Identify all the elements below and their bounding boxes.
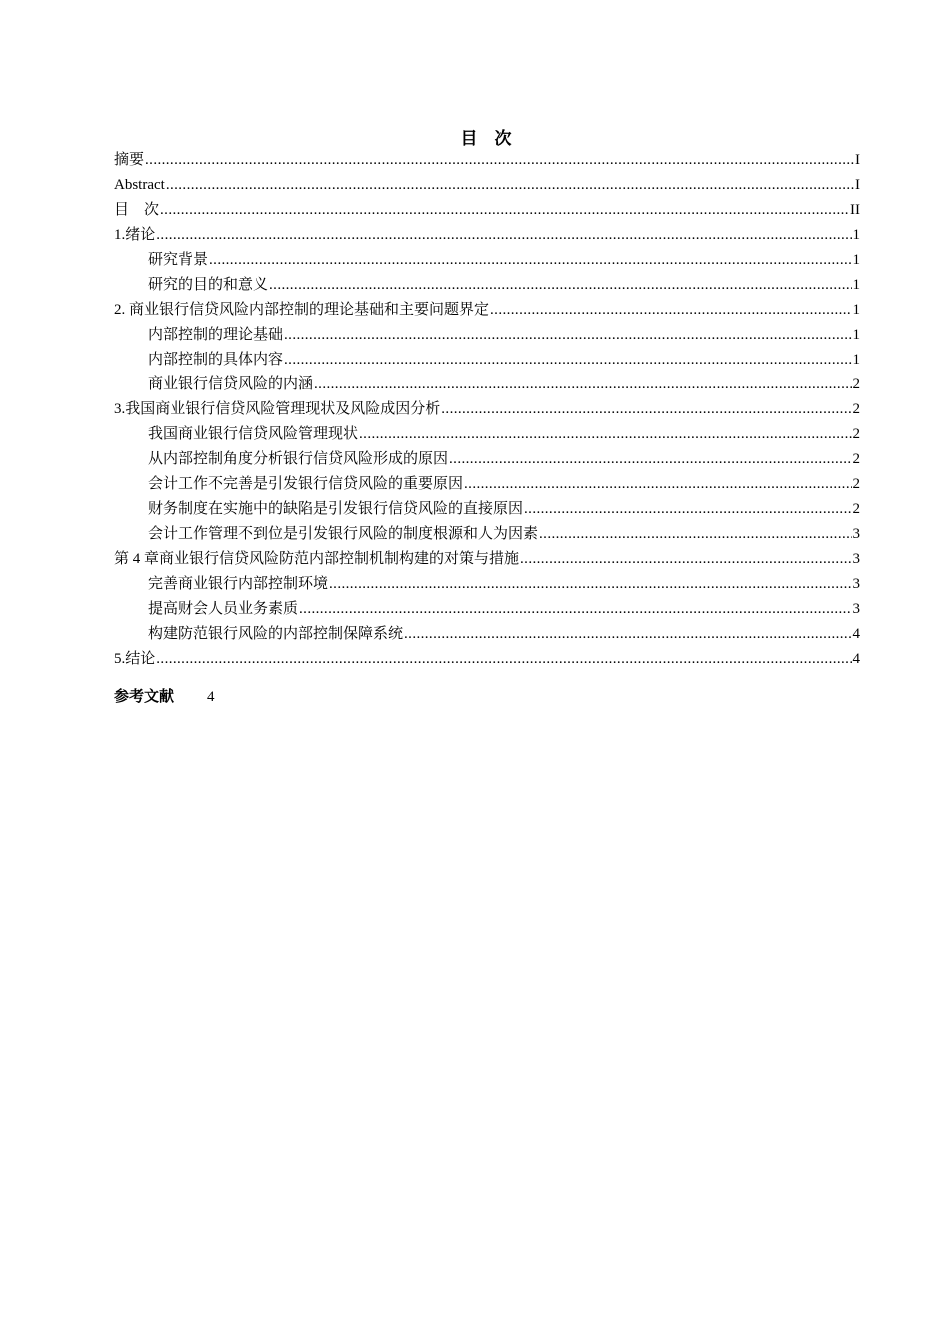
- toc-entry-page: 3: [852, 600, 860, 617]
- dot-leader: [284, 348, 851, 373]
- toc-entry[interactable]: [114, 223, 860, 248]
- dot-leader: [441, 397, 851, 422]
- dot-leader: [464, 472, 851, 497]
- toc-entry-label: 会计工作管理不到位是引发银行风险的制度根源和人为因素: [148, 526, 539, 543]
- toc-entry-label: 1.绪论: [114, 226, 156, 243]
- toc-entry-label: 摘要: [114, 152, 145, 168]
- toc-entry-label: 第 4 章商业银行信贷风险防范内部控制机制构建的对策与措施: [114, 551, 520, 567]
- dot-leader: [284, 323, 851, 348]
- toc-entry[interactable]: [114, 572, 860, 597]
- toc-entry-page: 3: [852, 575, 860, 592]
- dot-leader: [490, 298, 851, 323]
- toc-entry[interactable]: [114, 273, 860, 298]
- toc-entry-page: 2: [852, 451, 860, 468]
- toc-entry[interactable]: [114, 522, 860, 547]
- toc-entry[interactable]: [114, 372, 860, 397]
- dot-leader: [156, 647, 851, 672]
- toc-entry[interactable]: [114, 472, 860, 497]
- toc-entry-label: 会计工作不完善是引发银行信贷风险的重要原因: [148, 476, 464, 493]
- dot-leader: [145, 148, 854, 173]
- toc-entry-page: 2: [852, 501, 860, 518]
- toc-entry-label: 内部控制的具体内容: [148, 351, 284, 368]
- toc-entry-label: 研究背景: [148, 251, 209, 268]
- dot-leader: [329, 572, 851, 597]
- toc-entry-label: Abstract: [114, 176, 165, 193]
- references-page: 4: [207, 689, 215, 705]
- dot-leader: [314, 372, 851, 397]
- dot-leader: [359, 422, 851, 447]
- toc-entry-page: 3: [852, 551, 860, 567]
- dot-leader: [160, 198, 849, 223]
- references-label: 参考文献: [114, 687, 175, 705]
- toc-entry-page: 4: [852, 625, 860, 642]
- toc-entry-page: I: [855, 176, 860, 193]
- toc-entry[interactable]: [114, 622, 860, 647]
- toc-entry[interactable]: [114, 148, 860, 173]
- toc-entry-label: 构建防范银行风险的内部控制保障系统: [148, 625, 404, 642]
- toc-entry-label: 5.结论: [114, 650, 156, 667]
- toc-entry-page: 2: [852, 476, 860, 493]
- toc-entry-page: 1: [852, 301, 860, 318]
- toc-entry-page: 2: [852, 376, 860, 393]
- toc-entry-label: 3.我国商业银行信贷风险管理现状及风险成因分析: [114, 401, 441, 418]
- dot-leader: [524, 497, 851, 522]
- dot-leader: [539, 522, 851, 547]
- dot-leader: [299, 597, 851, 622]
- toc-entry[interactable]: [114, 647, 860, 672]
- toc-entry[interactable]: [114, 323, 860, 348]
- dot-leader: [449, 447, 851, 472]
- toc-entry-label: 研究的目的和意义: [148, 276, 269, 293]
- toc-entry[interactable]: [114, 298, 860, 323]
- toc-entry-label: 商业银行信贷风险的内涵: [148, 376, 314, 393]
- toc-title: 目 次: [460, 129, 512, 148]
- toc-entry[interactable]: [114, 173, 860, 198]
- dot-leader: [209, 248, 851, 273]
- toc-entry[interactable]: [114, 422, 860, 447]
- toc-entry-label: 从内部控制角度分析银行信贷风险形成的原因: [148, 451, 449, 468]
- toc-entry[interactable]: [114, 597, 860, 622]
- dot-leader: [520, 547, 851, 572]
- toc-entry-page: 2: [852, 401, 860, 418]
- dot-leader: [269, 273, 851, 298]
- dot-leader: [166, 173, 854, 198]
- toc-entry-page: 4: [852, 650, 860, 667]
- dot-leader: [156, 223, 851, 248]
- toc-entry[interactable]: [114, 497, 860, 522]
- toc-entry[interactable]: [114, 447, 860, 472]
- toc-entry-page: 1: [852, 351, 860, 368]
- references-entry[interactable]: [114, 686, 215, 707]
- toc-entry[interactable]: [114, 348, 860, 373]
- toc-entry-page: I: [855, 152, 860, 168]
- toc-entry-label: 内部控制的理论基础: [148, 326, 284, 343]
- toc-entry[interactable]: [114, 248, 860, 273]
- toc-entry[interactable]: [114, 198, 860, 223]
- toc-entry-label: 财务制度在实施中的缺陷是引发银行信贷风险的直接原因: [148, 501, 524, 518]
- table-of-contents: [114, 148, 860, 672]
- toc-entry-page: 2: [852, 426, 860, 443]
- toc-entry-page: 1: [852, 276, 860, 293]
- dot-leader: [404, 622, 851, 647]
- toc-entry-page: 1: [852, 226, 860, 243]
- toc-entry-label: 我国商业银行信贷风险管理现状: [148, 426, 359, 443]
- toc-entry-label: 完善商业银行内部控制环境: [148, 575, 329, 592]
- toc-entry[interactable]: [114, 547, 860, 572]
- toc-entry-page: 1: [852, 251, 860, 268]
- toc-entry-page: 3: [852, 526, 860, 543]
- toc-entry-label: 提高财会人员业务素质: [148, 600, 299, 617]
- toc-entry-page: II: [850, 201, 860, 218]
- toc-entry-page: 1: [852, 326, 860, 343]
- toc-entry[interactable]: [114, 397, 860, 422]
- toc-entry-label: 目 次: [114, 201, 160, 218]
- toc-entry-label: 2. 商业银行信贷风险内部控制的理论基础和主要问题界定: [114, 301, 490, 318]
